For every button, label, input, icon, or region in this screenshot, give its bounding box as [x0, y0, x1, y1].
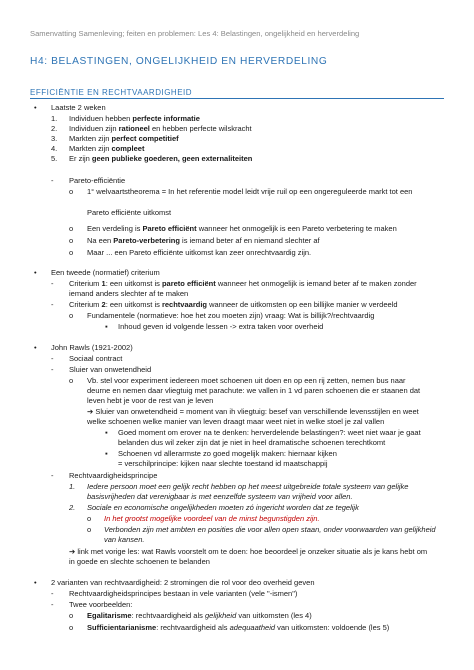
paragraph-line: belanden dus wil zeker zijn dat je niet in heel dramatische schoenen terechtkomt: [118, 438, 386, 447]
list-item-bold: Egalitarisme: [87, 611, 132, 620]
list-item-bold: Pareto efficiënt: [142, 224, 197, 233]
list-item: [69, 134, 179, 144]
circle-marker: o: [87, 525, 92, 534]
list-number: 5.: [51, 154, 58, 163]
heading-2: EFFICIËNTIE EN RECHTVAARDIGHEID: [30, 88, 193, 97]
bullet-marker: •: [34, 268, 37, 277]
circle-marker: o: [87, 514, 92, 523]
list-item-text: van uitkomsten (les 4): [236, 611, 312, 620]
bullet-text: 2 varianten van rechtvaardigheid: 2 stromingen die rol voor deo overheid geven: [51, 578, 315, 587]
list-item-text: Markten zijn: [69, 144, 112, 153]
list-number: 1.: [51, 114, 58, 123]
list-item: [87, 224, 397, 234]
list-number: 3.: [51, 134, 58, 143]
paragraph-line: [69, 547, 427, 557]
list-item: Fundamentele (normatieve: hoe het zou moeten zijn) vraag: Wat is billijk?/rechtvaardig: [87, 311, 375, 320]
list-item-text: wanneer het onmogelijk is een Pareto verbetering te maken: [196, 224, 397, 233]
paragraph-line: Vb. stel voor experiment iedereen moet schoenen uit doen en op een rij zetten, nemen bus naar: [87, 376, 406, 385]
arrow-icon: ➔: [87, 407, 94, 416]
list-item-text: Markten zijn: [69, 134, 112, 143]
list-item: [69, 300, 398, 310]
list-item-text: Criterium: [69, 300, 102, 309]
paragraph-line: van kansen.: [104, 535, 145, 544]
paragraph-line: Iedere persoon moet een gelijk recht hebben op het meest uitgebreide totale systeem van gelijke: [87, 482, 409, 491]
heading-rule: [30, 98, 444, 99]
list-item-text: : een uitkomst is: [105, 279, 162, 288]
paragraph-line: 1° welvaartstheorema = In het referentie model leidt vrije ruil op een ongereguleerde markt tot een: [87, 187, 413, 196]
square-marker: ▪: [105, 322, 108, 331]
paragraph-line: deurne en nemen daar vliegtuig met parachute: we vallen in 1 vd paren schoenen die er staanen dat: [87, 386, 421, 395]
paragraph-line: iemand anders slechter af te maken: [69, 289, 189, 298]
list-item-text: Na een: [87, 236, 114, 245]
list-item: [69, 154, 252, 164]
list-item: Inhoud geven id volgende lessen -> extra taken voor overheid: [118, 322, 324, 331]
list-item-text: Criterium: [69, 279, 102, 288]
paragraph-line: [87, 407, 419, 417]
paragraph-line: in goede en slechte schoenen te belanden: [69, 557, 210, 566]
circle-marker: o: [69, 376, 74, 385]
dash-marker: -: [51, 589, 54, 598]
list-item-text: : rechtvaardigheid als: [156, 623, 230, 632]
list-item-text: is iemand beter af en niemand slechter af: [179, 236, 320, 245]
list-item-text: Individuen hebben: [69, 114, 133, 123]
circle-marker: o: [69, 623, 74, 632]
list-number: 4.: [51, 144, 58, 153]
heading-1: H4: BELASTINGEN, ONGELIJKHEID EN HERVERDELING: [30, 56, 328, 67]
dash-text: Twee voorbeelden:: [69, 600, 133, 609]
dash-marker: -: [51, 300, 54, 309]
list-item-bold: Pareto-verbetering: [113, 236, 180, 245]
dash-marker: -: [51, 176, 54, 185]
list-item-bold: compleet: [111, 144, 145, 153]
paragraph-line: Pareto efficiënte uitkomst: [87, 208, 172, 217]
paragraph-line: Verbonden zijn met ambten en posities die voor allen open staan, onder voorwaarden van gelijkheid: [104, 525, 436, 534]
circle-marker: o: [69, 611, 74, 620]
list-item-bold: 1: [101, 279, 106, 288]
paragraph-line: basisvrijheden dat verenigbaar is met eenzelfde systeem van vrijheid voor allen.: [87, 492, 353, 501]
list-item-italic: gelijkheid: [204, 611, 237, 620]
dash-text: Rechtvaardigheidsprincipe: [69, 471, 158, 480]
list-item: [69, 279, 417, 289]
bullet-text: Een tweede (normatief) criterium: [51, 268, 160, 277]
dash-text: Pareto-efficiëntie: [69, 176, 126, 185]
list-item-text: : rechtvaardigheid als: [131, 611, 205, 620]
list-number: 2.: [69, 503, 76, 512]
arrow-icon: ➔: [69, 547, 76, 556]
list-item-text: Er zijn: [69, 154, 92, 163]
circle-marker: o: [69, 187, 74, 196]
bullet-text: John Rawls (1921-2002): [51, 343, 133, 352]
list-item-text: Individuen zijn: [69, 124, 119, 133]
list-number: 1.: [69, 482, 76, 491]
list-item: [87, 236, 320, 246]
square-marker: ▪: [105, 449, 108, 458]
highlighted-line: In het grootst mogelijke voordeel van de minst begunstigden zijn.: [104, 514, 320, 523]
paragraph-line: leven hebt je voor de rest van je leven: [87, 396, 214, 405]
list-item: Maar ... een Pareto efficiënte uitkomst kan zeer onrechtvaardig zijn.: [87, 248, 312, 257]
circle-marker: o: [69, 236, 74, 245]
paragraph-line: Schoenen vd allerarmste zo goed mogelijk maken: hiernaar kijken: [118, 449, 337, 458]
circle-marker: o: [69, 224, 74, 233]
dash-marker: -: [51, 279, 54, 288]
square-marker: ▪: [105, 428, 108, 437]
list-item: [87, 623, 389, 633]
dash-text: Sociaal contract: [69, 354, 123, 363]
list-item: [69, 144, 144, 154]
list-item-bold: rationeel: [118, 124, 150, 133]
dash-marker: -: [51, 600, 54, 609]
page-header: Samenvatting Samenleving; feiten en problemen: Les 4: Belastingen, ongelijkheid en herverdeling: [30, 29, 360, 38]
paragraph-line: = verschilprincipe: kijken naar slechte toestand id maatschappij: [118, 459, 328, 468]
bullet-marker: •: [34, 103, 37, 112]
list-item-bold: rechtvaardig: [161, 300, 207, 309]
paragraph-line: Goed moment om erover na te denken: herverdelende belastingen?: weet niet waar je gaat: [118, 428, 421, 437]
bullet-marker: •: [34, 578, 37, 587]
paragraph-line: welke schoenen welke manier van leven draagt maar weet niet in welke stoel je zal vallen: [87, 417, 385, 426]
paragraph-text: link met vorige les: wat Rawls voorstelt om te doen: hoe beoordeel je onzeker situatie als je kans hebt om: [75, 547, 428, 556]
list-item-bold: perfect competitief: [111, 134, 179, 143]
list-item-bold: perfecte informatie: [132, 114, 200, 123]
list-item-text: : een uitkomst is: [105, 300, 162, 309]
dash-marker: -: [51, 365, 54, 374]
list-item-bold: 2: [101, 300, 106, 309]
circle-marker: o: [69, 248, 74, 257]
list-item-text: en hebben perfecte wilskracht: [149, 124, 252, 133]
list-item-text: van uitkomsten: voldoende (les 5): [275, 623, 390, 632]
dash-text: Sluier van onwetendheid: [69, 365, 152, 374]
list-item-text: wanneer de uitkomsten op een billijke manier w verdeeld: [207, 300, 398, 309]
list-item: [87, 611, 312, 621]
circle-marker: o: [69, 311, 74, 320]
dash-marker: -: [51, 354, 54, 363]
bullet-marker: •: [34, 343, 37, 352]
list-item-text: Een verdeling is: [87, 224, 143, 233]
list-item-bold: Sufficientarianisme: [87, 623, 157, 632]
list-item: [69, 124, 252, 134]
dash-marker: -: [51, 471, 54, 480]
list-item-bold: pareto efficiënt: [161, 279, 216, 288]
dash-text: Rechtvaardigheidsprincipes bestaan in vele varianten (vele "-ismen"): [69, 589, 298, 598]
paragraph-line: Sociale en economische ongelijkheden moeten zó ingericht worden dat ze tegelijk: [87, 503, 359, 512]
list-number: 2.: [51, 124, 58, 133]
paragraph-text: Sluier van onwetendheid = moment van ih vliegtuig: besef van verschillende levensstijlen en weet: [93, 407, 419, 416]
bullet-text: Laatste 2 weken: [51, 103, 106, 112]
list-item: [69, 114, 200, 124]
list-item-text: wanneer het onmogelijk is iemand beter af te maken zonder: [215, 279, 417, 288]
list-item-italic: adequaatheid: [229, 623, 276, 632]
list-item-bold: geen publieke goederen, geen externaliteiten: [91, 154, 253, 163]
